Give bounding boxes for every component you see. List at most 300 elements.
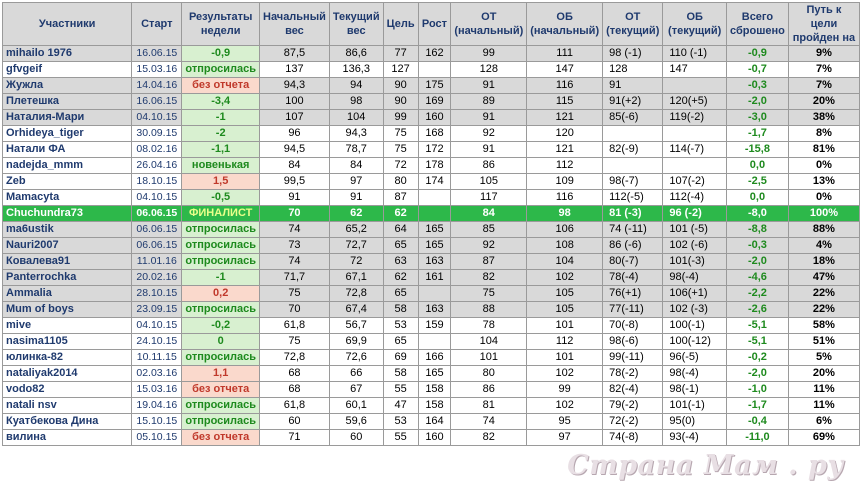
- cell-cur-weight: 67: [329, 382, 383, 398]
- cell-path: 22%: [788, 302, 859, 318]
- cell-result: без отчета: [182, 382, 260, 398]
- cell-name: gfvgeif: [3, 62, 132, 78]
- cell-goal: 65: [383, 334, 418, 350]
- cell-lost: -5,1: [727, 318, 789, 334]
- cell-ot-init: 91: [451, 78, 527, 94]
- col-ot-init: ОТ (начальный): [451, 3, 527, 46]
- cell-ot-init: 91: [451, 142, 527, 158]
- col-results: Результаты недели: [182, 3, 260, 46]
- cell-name: Наталия-Мари: [3, 110, 132, 126]
- cell-result: 0: [182, 334, 260, 350]
- cell-ob-cur: 119(-2): [663, 110, 727, 126]
- cell-height: 160: [418, 110, 451, 126]
- cell-ob-cur: 100(-12): [663, 334, 727, 350]
- cell-ob-cur: 106(+1): [663, 286, 727, 302]
- cell-result: -1: [182, 270, 260, 286]
- cell-ob-cur: 101(-1): [663, 398, 727, 414]
- cell-name: nasima1105: [3, 334, 132, 350]
- cell-goal: 65: [383, 286, 418, 302]
- cell-path: 4%: [788, 238, 859, 254]
- cell-init-weight: 107: [260, 110, 330, 126]
- cell-start: 08.02.16: [132, 142, 182, 158]
- cell-lost: -8,0: [727, 206, 789, 222]
- cell-start: 14.04.16: [132, 78, 182, 94]
- cell-cur-weight: 78,7: [329, 142, 383, 158]
- cell-start: 26.04.16: [132, 158, 182, 174]
- cell-ot-init: 128: [451, 62, 527, 78]
- cell-ot-init: 84: [451, 206, 527, 222]
- col-lost: Всего сброшено: [727, 3, 789, 46]
- table-row: [3, 302, 860, 318]
- cell-ob-init: 108: [527, 238, 603, 254]
- cell-init-weight: 94,3: [260, 78, 330, 94]
- cell-ob-cur: 100(-1): [663, 318, 727, 334]
- cell-result: 1,5: [182, 174, 260, 190]
- cell-lost: -1,7: [727, 398, 789, 414]
- cell-init-weight: 75: [260, 334, 330, 350]
- cell-init-weight: 70: [260, 206, 330, 222]
- cell-ot-cur: 91(+2): [603, 94, 663, 110]
- cell-result: -1,1: [182, 142, 260, 158]
- cell-lost: -0,7: [727, 62, 789, 78]
- cell-ot-init: 92: [451, 238, 527, 254]
- cell-ot-init: 89: [451, 94, 527, 110]
- cell-goal: 47: [383, 398, 418, 414]
- cell-path: 11%: [788, 398, 859, 414]
- cell-name: Mum of boys: [3, 302, 132, 318]
- cell-goal: 99: [383, 110, 418, 126]
- cell-height: 164: [418, 414, 451, 430]
- cell-height: [418, 62, 451, 78]
- participants-table: [2, 2, 860, 446]
- table-row: [3, 286, 860, 302]
- cell-lost: -0,9: [727, 46, 789, 62]
- cell-init-weight: 74: [260, 254, 330, 270]
- cell-cur-weight: 72,6: [329, 350, 383, 366]
- cell-lost: -8,8: [727, 222, 789, 238]
- cell-ot-init: 101: [451, 350, 527, 366]
- cell-height: 169: [418, 94, 451, 110]
- cell-result: отпросилась: [182, 254, 260, 270]
- cell-result: -0,9: [182, 46, 260, 62]
- cell-name: vodo82: [3, 382, 132, 398]
- cell-cur-weight: 94: [329, 78, 383, 94]
- cell-ot-init: 92: [451, 126, 527, 142]
- cell-ob-cur: [663, 158, 727, 174]
- cell-start: 10.11.15: [132, 350, 182, 366]
- cell-height: 163: [418, 302, 451, 318]
- cell-init-weight: 60: [260, 414, 330, 430]
- cell-name: mihailo 1976: [3, 46, 132, 62]
- cell-name: ma6ustik: [3, 222, 132, 238]
- cell-result: -1: [182, 110, 260, 126]
- cell-ob-cur: 102 (-6): [663, 238, 727, 254]
- cell-start: 15.03.16: [132, 62, 182, 78]
- cell-cur-weight: 62: [329, 206, 383, 222]
- cell-ot-cur: 78(-4): [603, 270, 663, 286]
- cell-ob-cur: 147: [663, 62, 727, 78]
- cell-ot-init: 86: [451, 158, 527, 174]
- table-row: [3, 350, 860, 366]
- cell-ot-cur: 78(-2): [603, 366, 663, 382]
- table-row: [3, 366, 860, 382]
- cell-ob-cur: 98(-4): [663, 366, 727, 382]
- cell-ot-cur: 77(-11): [603, 302, 663, 318]
- cell-ot-cur: 74 (-11): [603, 222, 663, 238]
- cell-height: 161: [418, 270, 451, 286]
- cell-name: Плетешка: [3, 94, 132, 110]
- cell-ob-init: 105: [527, 302, 603, 318]
- cell-ot-init: 87: [451, 254, 527, 270]
- cell-name: Натали ФА: [3, 142, 132, 158]
- cell-init-weight: 73: [260, 238, 330, 254]
- cell-height: 158: [418, 398, 451, 414]
- cell-result: -0,5: [182, 190, 260, 206]
- cell-goal: 72: [383, 158, 418, 174]
- cell-ob-init: 105: [527, 286, 603, 302]
- cell-ob-cur: 107(-2): [663, 174, 727, 190]
- cell-ob-cur: 101 (-5): [663, 222, 727, 238]
- cell-lost: -0,3: [727, 78, 789, 94]
- cell-init-weight: 137: [260, 62, 330, 78]
- cell-goal: 62: [383, 270, 418, 286]
- cell-name: Ковалева91: [3, 254, 132, 270]
- cell-result: отпросилась: [182, 62, 260, 78]
- cell-cur-weight: 91: [329, 190, 383, 206]
- col-height: Рост: [418, 3, 451, 46]
- cell-ot-cur: 98(-7): [603, 174, 663, 190]
- cell-start: 15.03.16: [132, 382, 182, 398]
- col-goal: Цель: [383, 3, 418, 46]
- col-ob-cur: ОБ (текущий): [663, 3, 727, 46]
- cell-ob-cur: 98(-4): [663, 270, 727, 286]
- table-row: [3, 206, 860, 222]
- cell-path: 69%: [788, 430, 859, 446]
- cell-init-weight: 72,8: [260, 350, 330, 366]
- cell-lost: -15,8: [727, 142, 789, 158]
- cell-ot-init: 82: [451, 430, 527, 446]
- cell-ot-cur: 79(-2): [603, 398, 663, 414]
- cell-lost: -0,4: [727, 414, 789, 430]
- cell-ob-init: 95: [527, 414, 603, 430]
- cell-path: 13%: [788, 174, 859, 190]
- cell-name: юлинка-82: [3, 350, 132, 366]
- cell-ot-cur: 112(-5): [603, 190, 663, 206]
- cell-ob-init: 101: [527, 318, 603, 334]
- cell-start: 06.06.15: [132, 238, 182, 254]
- cell-ot-init: 81: [451, 398, 527, 414]
- cell-result: отпросилась: [182, 222, 260, 238]
- cell-init-weight: 68: [260, 366, 330, 382]
- cell-ot-cur: 82(-9): [603, 142, 663, 158]
- cell-cur-weight: 72: [329, 254, 383, 270]
- cell-init-weight: 84: [260, 158, 330, 174]
- cell-result: без отчета: [182, 78, 260, 94]
- cell-ot-cur: 85(-6): [603, 110, 663, 126]
- cell-ot-cur: 86 (-6): [603, 238, 663, 254]
- cell-path: 51%: [788, 334, 859, 350]
- cell-ot-init: 104: [451, 334, 527, 350]
- cell-height: 168: [418, 126, 451, 142]
- cell-ob-cur: 114(-7): [663, 142, 727, 158]
- cell-goal: 62: [383, 206, 418, 222]
- cell-path: 38%: [788, 110, 859, 126]
- cell-ob-cur: 96(-5): [663, 350, 727, 366]
- cell-ob-init: 106: [527, 222, 603, 238]
- cell-name: Mamacyta: [3, 190, 132, 206]
- cell-path: 11%: [788, 382, 859, 398]
- cell-ob-cur: [663, 78, 727, 94]
- cell-goal: 63: [383, 254, 418, 270]
- cell-ob-init: 121: [527, 142, 603, 158]
- cell-ot-cur: 128: [603, 62, 663, 78]
- cell-path: 18%: [788, 254, 859, 270]
- cell-name: Chuchundra73: [3, 206, 132, 222]
- cell-start: 19.04.16: [132, 398, 182, 414]
- cell-init-weight: 94,5: [260, 142, 330, 158]
- cell-start: 04.10.15: [132, 110, 182, 126]
- cell-ob-init: 120: [527, 126, 603, 142]
- cell-lost: -3,0: [727, 110, 789, 126]
- cell-start: 18.10.15: [132, 174, 182, 190]
- cell-ot-init: 85: [451, 222, 527, 238]
- cell-cur-weight: 60,1: [329, 398, 383, 414]
- cell-cur-weight: 59,6: [329, 414, 383, 430]
- cell-result: -2: [182, 126, 260, 142]
- cell-name: Nauri2007: [3, 238, 132, 254]
- cell-cur-weight: 84: [329, 158, 383, 174]
- cell-path: 58%: [788, 318, 859, 334]
- cell-start: 20.02.16: [132, 270, 182, 286]
- cell-ot-init: 117: [451, 190, 527, 206]
- cell-cur-weight: 67,4: [329, 302, 383, 318]
- cell-result: 1,1: [182, 366, 260, 382]
- cell-height: 162: [418, 46, 451, 62]
- cell-goal: 58: [383, 366, 418, 382]
- cell-result: новенькая: [182, 158, 260, 174]
- cell-goal: 69: [383, 350, 418, 366]
- cell-height: 172: [418, 142, 451, 158]
- cell-lost: -1,0: [727, 382, 789, 398]
- cell-init-weight: 100: [260, 94, 330, 110]
- cell-height: [418, 286, 451, 302]
- cell-name: Ammalia: [3, 286, 132, 302]
- cell-start: 02.03.16: [132, 366, 182, 382]
- cell-path: 22%: [788, 286, 859, 302]
- cell-cur-weight: 72,8: [329, 286, 383, 302]
- col-ob-init: ОБ (начальный): [527, 3, 603, 46]
- cell-ob-init: 101: [527, 350, 603, 366]
- cell-height: 165: [418, 366, 451, 382]
- cell-lost: -5,1: [727, 334, 789, 350]
- cell-init-weight: 68: [260, 382, 330, 398]
- cell-ob-cur: 95(0): [663, 414, 727, 430]
- cell-cur-weight: 86,6: [329, 46, 383, 62]
- cell-ob-cur: 93(-4): [663, 430, 727, 446]
- cell-height: [418, 206, 451, 222]
- cell-cur-weight: 97: [329, 174, 383, 190]
- table-row: [3, 238, 860, 254]
- cell-path: 20%: [788, 94, 859, 110]
- cell-height: 158: [418, 382, 451, 398]
- cell-name: nataliyak2014: [3, 366, 132, 382]
- col-path: Путь к цели пройден на: [788, 3, 859, 46]
- cell-ob-init: 116: [527, 78, 603, 94]
- cell-result: ФИНАЛИСТ: [182, 206, 260, 222]
- cell-lost: -2,0: [727, 94, 789, 110]
- col-init-weight: Начальный вес: [260, 3, 330, 46]
- table-row: [3, 334, 860, 350]
- cell-goal: 90: [383, 94, 418, 110]
- cell-lost: -2,5: [727, 174, 789, 190]
- cell-lost: -2,0: [727, 366, 789, 382]
- cell-start: 04.10.15: [132, 190, 182, 206]
- cell-height: 175: [418, 78, 451, 94]
- cell-ot-cur: 72(-2): [603, 414, 663, 430]
- cell-ot-cur: 80(-7): [603, 254, 663, 270]
- cell-goal: 77: [383, 46, 418, 62]
- cell-path: 7%: [788, 62, 859, 78]
- table-row: [3, 318, 860, 334]
- cell-name: Жужла: [3, 78, 132, 94]
- cell-cur-weight: 104: [329, 110, 383, 126]
- cell-start: 24.10.15: [132, 334, 182, 350]
- cell-ob-init: 112: [527, 158, 603, 174]
- cell-init-weight: 87,5: [260, 46, 330, 62]
- cell-path: 6%: [788, 414, 859, 430]
- cell-ot-cur: 76(+1): [603, 286, 663, 302]
- col-ot-cur: ОТ (текущий): [603, 3, 663, 46]
- cell-goal: 55: [383, 382, 418, 398]
- cell-lost: -0,3: [727, 238, 789, 254]
- table-row: [3, 414, 860, 430]
- cell-ot-cur: [603, 158, 663, 174]
- cell-goal: 55: [383, 430, 418, 446]
- cell-ob-init: 111: [527, 46, 603, 62]
- cell-start: 11.01.16: [132, 254, 182, 270]
- cell-result: -3,4: [182, 94, 260, 110]
- cell-path: 0%: [788, 158, 859, 174]
- cell-init-weight: 71,7: [260, 270, 330, 286]
- table-row: [3, 46, 860, 62]
- table-row: [3, 270, 860, 286]
- cell-ob-cur: [663, 126, 727, 142]
- cell-result: отпросилась: [182, 302, 260, 318]
- cell-ot-cur: 98(-6): [603, 334, 663, 350]
- table-row: [3, 142, 860, 158]
- cell-height: 160: [418, 430, 451, 446]
- cell-name: вилина: [3, 430, 132, 446]
- cell-goal: 80: [383, 174, 418, 190]
- cell-path: 7%: [788, 78, 859, 94]
- cell-cur-weight: 98: [329, 94, 383, 110]
- cell-lost: -1,7: [727, 126, 789, 142]
- cell-init-weight: 61,8: [260, 398, 330, 414]
- cell-ot-init: 78: [451, 318, 527, 334]
- cell-height: [418, 334, 451, 350]
- cell-result: отпросилась: [182, 398, 260, 414]
- cell-ot-init: 75: [451, 286, 527, 302]
- cell-goal: 58: [383, 302, 418, 318]
- cell-height: 178: [418, 158, 451, 174]
- cell-ot-init: 99: [451, 46, 527, 62]
- cell-ob-init: 109: [527, 174, 603, 190]
- cell-ot-cur: 99(-11): [603, 350, 663, 366]
- cell-start: 04.10.15: [132, 318, 182, 334]
- cell-init-weight: 75: [260, 286, 330, 302]
- cell-height: 165: [418, 238, 451, 254]
- cell-start: 23.09.15: [132, 302, 182, 318]
- cell-ot-cur: 98 (-1): [603, 46, 663, 62]
- cell-ob-init: 102: [527, 270, 603, 286]
- cell-ob-init: 99: [527, 382, 603, 398]
- cell-goal: 87: [383, 190, 418, 206]
- cell-goal: 64: [383, 222, 418, 238]
- cell-cur-weight: 65,2: [329, 222, 383, 238]
- cell-cur-weight: 72,7: [329, 238, 383, 254]
- cell-result: 0,2: [182, 286, 260, 302]
- cell-ob-cur: 110 (-1): [663, 46, 727, 62]
- cell-start: 28.10.15: [132, 286, 182, 302]
- cell-ot-init: 88: [451, 302, 527, 318]
- cell-height: [418, 190, 451, 206]
- cell-goal: 53: [383, 414, 418, 430]
- cell-goal: 90: [383, 78, 418, 94]
- cell-ob-init: 121: [527, 110, 603, 126]
- cell-init-weight: 91: [260, 190, 330, 206]
- cell-start: 05.10.15: [132, 430, 182, 446]
- cell-lost: -0,2: [727, 350, 789, 366]
- cell-path: 88%: [788, 222, 859, 238]
- cell-name: Orhideya_tiger: [3, 126, 132, 142]
- cell-result: отпросилась: [182, 414, 260, 430]
- cell-ot-cur: [603, 126, 663, 142]
- cell-ot-init: 74: [451, 414, 527, 430]
- cell-path: 8%: [788, 126, 859, 142]
- col-start: Старт: [132, 3, 182, 46]
- cell-init-weight: 96: [260, 126, 330, 142]
- cell-ob-cur: 98(-1): [663, 382, 727, 398]
- cell-ob-cur: 102 (-3): [663, 302, 727, 318]
- table-row: [3, 78, 860, 94]
- cell-ob-init: 112: [527, 334, 603, 350]
- cell-ob-init: 98: [527, 206, 603, 222]
- cell-cur-weight: 136,3: [329, 62, 383, 78]
- table-row: [3, 110, 860, 126]
- cell-lost: 0,0: [727, 158, 789, 174]
- cell-ob-init: 102: [527, 366, 603, 382]
- cell-lost: -11,0: [727, 430, 789, 446]
- cell-ot-init: 105: [451, 174, 527, 190]
- cell-ob-init: 102: [527, 398, 603, 414]
- cell-ot-cur: 74(-8): [603, 430, 663, 446]
- cell-result: отпросилась: [182, 350, 260, 366]
- cell-ob-init: 97: [527, 430, 603, 446]
- table-row: [3, 398, 860, 414]
- cell-init-weight: 70: [260, 302, 330, 318]
- cell-path: 47%: [788, 270, 859, 286]
- header-row: [3, 3, 860, 46]
- site-logo: Страна Мам . ру: [567, 450, 844, 481]
- cell-goal: 75: [383, 142, 418, 158]
- cell-path: 5%: [788, 350, 859, 366]
- cell-goal: 53: [383, 318, 418, 334]
- cell-ob-init: 104: [527, 254, 603, 270]
- cell-lost: 0,0: [727, 190, 789, 206]
- cell-ob-cur: 96 (-2): [663, 206, 727, 222]
- cell-init-weight: 61,8: [260, 318, 330, 334]
- cell-name: Куатбекова Дина: [3, 414, 132, 430]
